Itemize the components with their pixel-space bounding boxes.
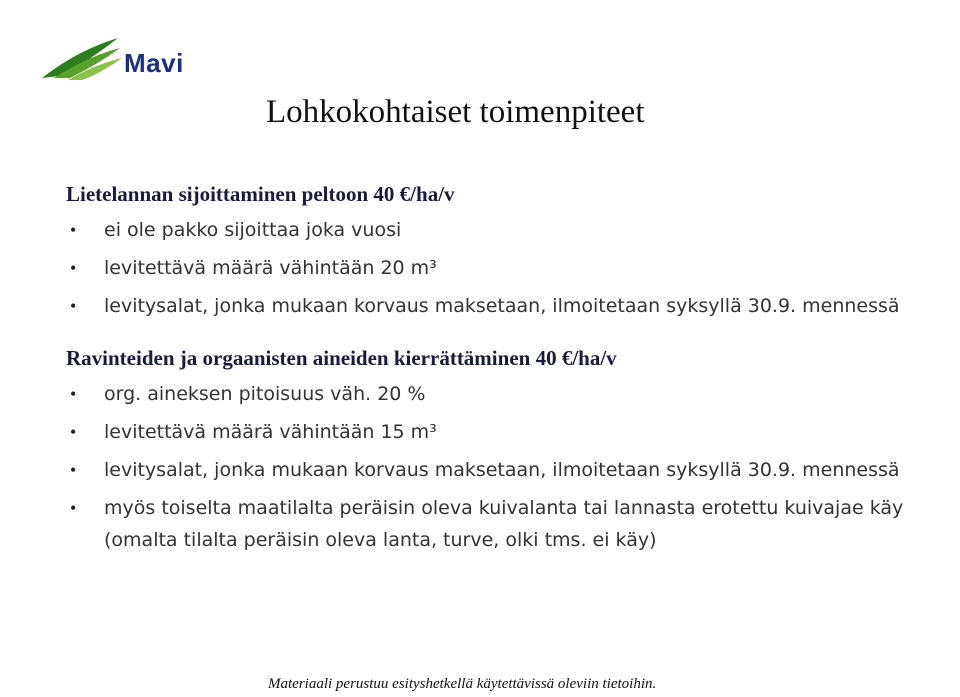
bullet-list (66, 214, 946, 322)
bullet-list (66, 378, 946, 556)
section-heading: Ravinteiden ja orgaanisten aineiden kierrättäminen 40 €/ha/v (66, 346, 617, 370)
bullet-text: levitysalat, jonka mukaan korvaus maksetaan, ilmoitetaan syksyllä 30.9. mennessä (104, 459, 900, 481)
list-item (66, 416, 946, 448)
list-item (66, 252, 946, 284)
bullet-text: levitettävä määrä vähintään 15 m³ (104, 421, 437, 443)
list-item (66, 454, 946, 486)
slide-title: Lohkokohtaiset toimenpiteet (266, 94, 645, 130)
bullet-icon: • (70, 220, 77, 240)
leaf-logo-icon (40, 34, 130, 84)
bullet-icon: • (70, 296, 77, 316)
section-manure-injection (66, 178, 946, 322)
list-item (66, 492, 946, 556)
bullet-text: myös toiselta maatilalta peräisin oleva kuivalanta tai lannasta erotettu kuivajae käy (omalta tilalta peräisin oleva lanta, turve, olki tms. ei käy) (104, 497, 904, 551)
list-item (66, 378, 946, 410)
bullet-text: org. aineksen pitoisuus väh. 20 % (104, 383, 426, 405)
list-item (66, 290, 946, 322)
bullet-text: levitettävä määrä vähintään 20 m³ (104, 257, 437, 279)
bullet-icon: • (70, 422, 77, 442)
footer-disclaimer: Materiaali perustuu esityshetkellä käytettävissä oleviin tietoihin. (268, 676, 657, 692)
slide-content (66, 178, 946, 562)
section-heading: Lietelannan sijoittaminen peltoon 40 €/ha/v (66, 182, 455, 206)
bullet-icon: • (70, 498, 77, 518)
bullet-icon: • (70, 460, 77, 480)
list-item (66, 214, 946, 246)
bullet-icon: • (70, 384, 77, 404)
bullet-icon: • (70, 258, 77, 278)
mavi-logo (40, 34, 200, 84)
brand-name: Mavi (124, 48, 184, 78)
section-nutrient-recycling (66, 342, 946, 556)
bullet-text: levitysalat, jonka mukaan korvaus maksetaan, ilmoitetaan syksyllä 30.9. mennessä (104, 295, 900, 317)
bullet-text: ei ole pakko sijoittaa joka vuosi (104, 219, 402, 241)
